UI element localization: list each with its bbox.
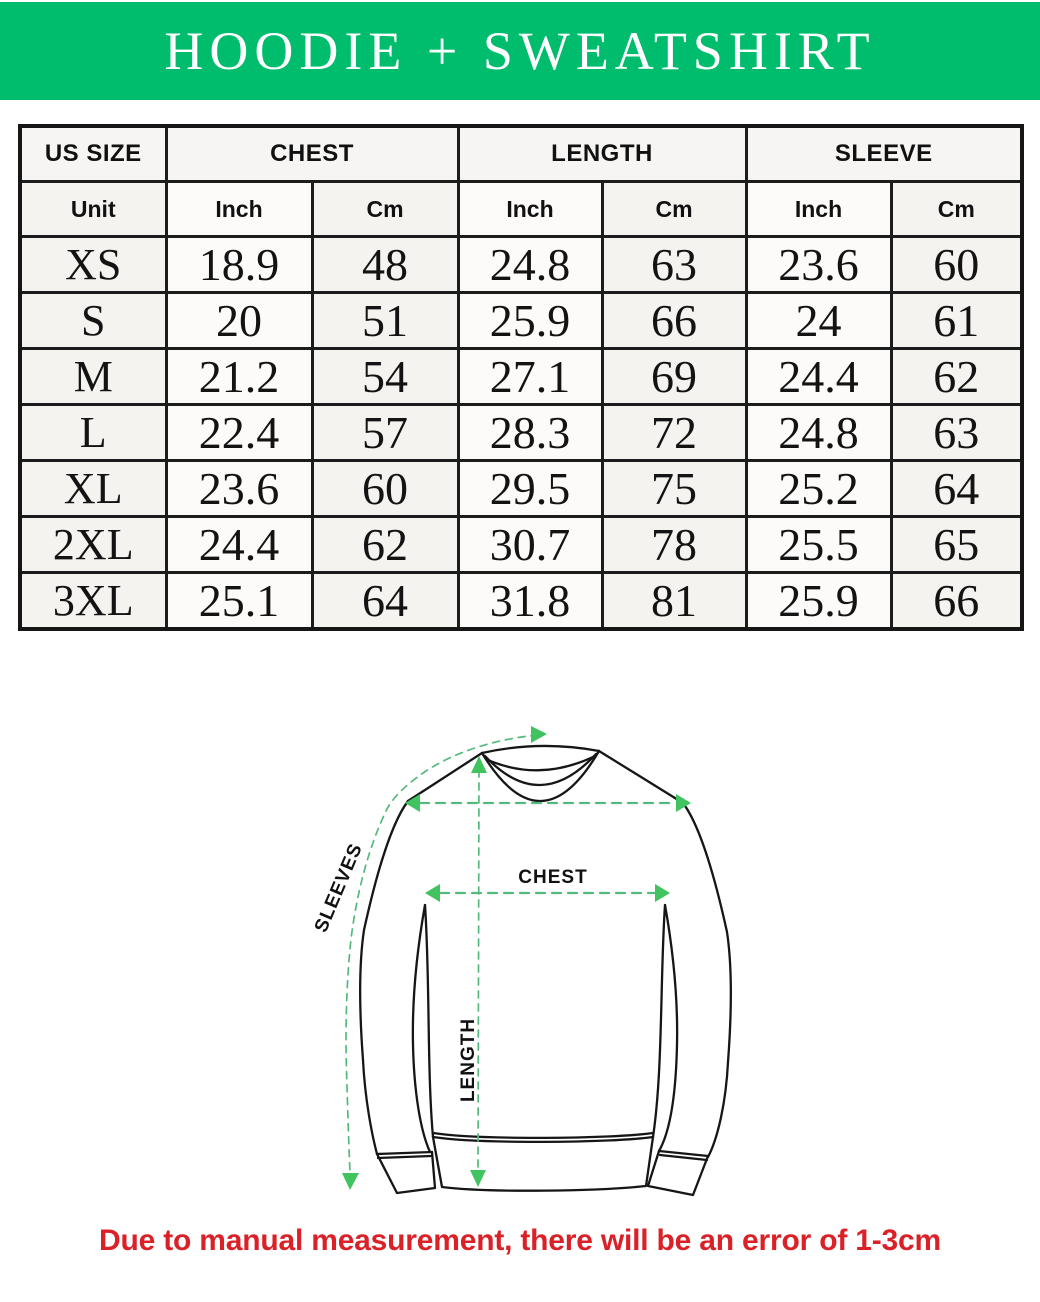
value-cell: 25.1	[166, 573, 312, 630]
chest-left-arrow-icon	[425, 884, 440, 902]
chest-right-arrow-icon	[655, 884, 670, 902]
shoulder-right-arrow-icon	[676, 794, 691, 812]
col-group-length: LENGTH	[458, 126, 746, 182]
size-cell: 3XL	[20, 573, 166, 630]
value-cell: 66	[602, 293, 746, 349]
chest-label: CHEST	[518, 867, 588, 888]
value-cell: 78	[602, 517, 746, 573]
measurement-diagram	[280, 690, 800, 1210]
value-cell: 72	[602, 405, 746, 461]
measurement-lines	[346, 735, 676, 1172]
value-cell: 51	[312, 293, 458, 349]
length-label: LENGTH	[458, 1017, 479, 1103]
value-cell: 69	[602, 349, 746, 405]
size-cell: S	[20, 293, 166, 349]
col-group-us-size: US SIZE	[20, 126, 166, 182]
table-row	[20, 237, 1022, 293]
chest-cm-header: Cm	[312, 182, 458, 237]
length-inch-header: Inch	[458, 182, 602, 237]
sleeves-label: SLEEVES	[310, 840, 368, 936]
value-cell: 24	[746, 293, 891, 349]
col-group-sleeve: SLEEVE	[746, 126, 1022, 182]
value-cell: 29.5	[458, 461, 602, 517]
table-row	[20, 517, 1022, 573]
table-row	[20, 349, 1022, 405]
table-row	[20, 461, 1022, 517]
value-cell: 25.9	[458, 293, 602, 349]
value-cell: 22.4	[166, 405, 312, 461]
size-table-body	[20, 237, 1022, 630]
length-measure-line	[478, 770, 479, 1170]
value-cell: 31.8	[458, 573, 602, 630]
value-cell: 60	[891, 237, 1022, 293]
value-cell: 28.3	[458, 405, 602, 461]
measurement-note: Due to manual measurement, there will be an error of 1-3cm	[99, 1224, 941, 1257]
table-row	[20, 405, 1022, 461]
value-cell: 63	[602, 237, 746, 293]
table-group-header-row	[20, 126, 1022, 182]
sweatshirt-outline	[360, 746, 731, 1195]
value-cell: 60	[312, 461, 458, 517]
size-table	[18, 124, 1024, 631]
value-cell: 64	[312, 573, 458, 630]
value-cell: 23.6	[166, 461, 312, 517]
value-cell: 57	[312, 405, 458, 461]
sleeve-start-arrow-icon	[531, 726, 547, 743]
size-cell: XS	[20, 237, 166, 293]
sleeve-cm-header: Cm	[891, 182, 1022, 237]
shoulder-left-arrow-icon	[405, 794, 420, 812]
table-unit-row	[20, 182, 1022, 237]
value-cell: 24.8	[458, 237, 602, 293]
measurement-arrowheads	[342, 726, 691, 1190]
value-cell: 48	[312, 237, 458, 293]
table-row	[20, 293, 1022, 349]
page-title: HOODIE + SWEATSHIRT	[164, 21, 876, 81]
sleeve-end-arrow-icon	[342, 1173, 359, 1190]
value-cell: 24.4	[746, 349, 891, 405]
unit-header: Unit	[20, 182, 166, 237]
value-cell: 62	[891, 349, 1022, 405]
value-cell: 23.6	[746, 237, 891, 293]
col-group-chest: CHEST	[166, 126, 458, 182]
length-bottom-arrow-icon	[470, 1170, 486, 1187]
value-cell: 27.1	[458, 349, 602, 405]
value-cell: 24.8	[746, 405, 891, 461]
value-cell: 25.9	[746, 573, 891, 630]
value-cell: 54	[312, 349, 458, 405]
value-cell: 81	[602, 573, 746, 630]
value-cell: 65	[891, 517, 1022, 573]
title-banner	[0, 2, 1040, 100]
value-cell: 25.5	[746, 517, 891, 573]
length-cm-header: Cm	[602, 182, 746, 237]
value-cell: 62	[312, 517, 458, 573]
size-cell: M	[20, 349, 166, 405]
chest-inch-header: Inch	[166, 182, 312, 237]
diagram-labels	[311, 840, 588, 1102]
value-cell: 25.2	[746, 461, 891, 517]
value-cell: 64	[891, 461, 1022, 517]
sweatshirt-diagram-svg	[280, 690, 800, 1210]
value-cell: 30.7	[458, 517, 602, 573]
value-cell: 75	[602, 461, 746, 517]
value-cell: 20	[166, 293, 312, 349]
sleeve-inch-header: Inch	[746, 182, 891, 237]
value-cell: 21.2	[166, 349, 312, 405]
value-cell: 66	[891, 573, 1022, 630]
table-row	[20, 573, 1022, 630]
value-cell: 18.9	[166, 237, 312, 293]
size-cell: 2XL	[20, 517, 166, 573]
sleeve-measure-line	[346, 735, 538, 1172]
size-cell: XL	[20, 461, 166, 517]
value-cell: 63	[891, 405, 1022, 461]
value-cell: 61	[891, 293, 1022, 349]
size-cell: L	[20, 405, 166, 461]
value-cell: 24.4	[166, 517, 312, 573]
